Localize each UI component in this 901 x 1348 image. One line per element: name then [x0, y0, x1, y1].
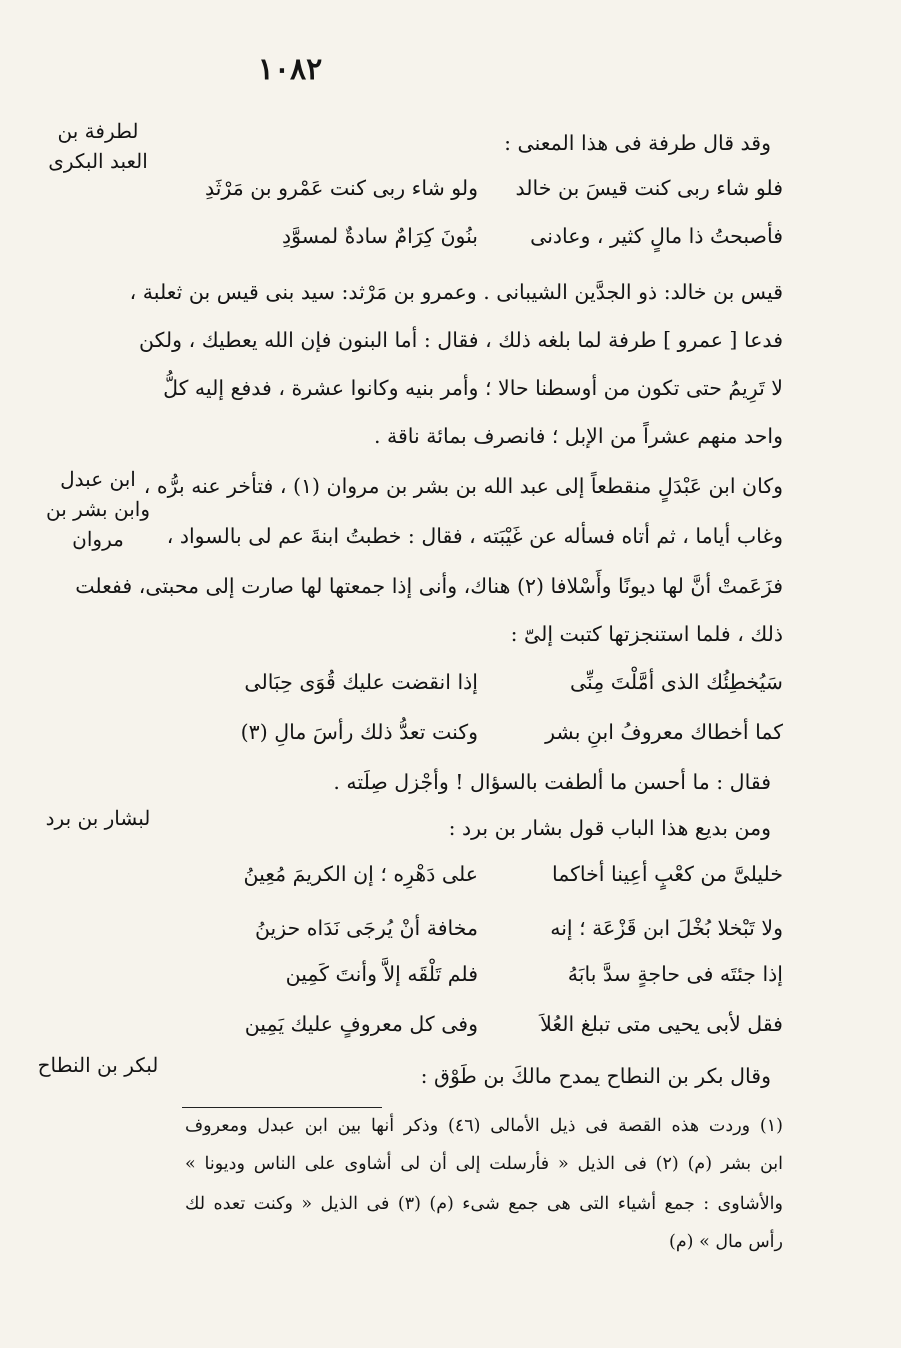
verse-line: [188, 718, 783, 746]
text-line: ذلك ، فلما استنجزتها كتبت إلىّ :: [510, 622, 783, 646]
margin-note-line: لبكر بن النطاح: [37, 1053, 159, 1077]
verse-first-hemistich: سَيُخطِئُك الذى أمَّلْتَ مِنِّى: [569, 670, 783, 694]
text-line: فزَعَمتْ أنَّ لها ديونًا وأَسْلافا (٢) هناك، وأنى إذا جمعتها لها صارت إلى محبتى، ففعلت: [75, 574, 783, 598]
footnote-line: ابن بشر (م) (٢) فى الذيل « فأرسلت إلى أن لى أشاوى على الناس وديونا »: [185, 1154, 783, 1174]
text-line: وقال بكر بن النطاح يمدح مالكَ بن طَوْق :: [420, 1064, 771, 1088]
verse-line: [188, 960, 783, 988]
text-line: لا تَرِيمُ حتى تكون من أوسطنا حالا ؛ وأمر بنيه وكانوا عشرة ، فدفع إليه كلُّ: [163, 376, 783, 400]
margin-note-line: وابن بشر بن: [46, 497, 150, 521]
verse-first-hemistich: ولا تَبْخلا بُخْلَ ابن قَزْعَة ؛ إنه: [550, 916, 783, 940]
margin-note-tarafa: [23, 116, 173, 176]
verse-second-hemistich: فلم تَلْقَه إلاَّ وأنتَ كَمِين: [285, 962, 478, 986]
verse-second-hemistich: على دَهْرِه ؛ إن الكريمَ مُعِينُ: [243, 862, 478, 886]
text-line: وغاب أياما ، ثم أتاه فسأله عن غَيْبَته ، فقال : خطبتُ ابنةَ عم لى بالسواد ،: [166, 524, 783, 548]
verse-second-hemistich: ولو شاء ربى كنت عَمْرو بن مَرْثَدِ: [204, 176, 478, 200]
margin-note-line: لبشار بن برد: [45, 806, 151, 830]
verse-first-hemistich: فلو شاء ربى كنت قيسَ بن خالد: [515, 176, 783, 200]
verse-line: [188, 222, 783, 250]
text-line: وكان ابن عَبْدَلٍ منقطعاً إلى عبد الله بن بشر بن مروان (١) ، فتأخر عنه برُّه ،: [143, 474, 783, 498]
verse-line: [188, 668, 783, 696]
text-line: فقال : ما أحسن ما ألطفت بالسؤال ! وأجْزل صِلَته .: [333, 770, 771, 794]
verse-second-hemistich: وكنت تعدُّ ذلك رأسَ مالِ (٣): [240, 720, 478, 744]
verse-first-hemistich: خليلىَّ من كعْبٍ أعِينا أخاكما: [552, 862, 783, 886]
text-line: واحد منهم عشراً من الإبل ؛ فانصرف بمائة ناقة .: [373, 424, 783, 448]
verse-first-hemistich: إذا جئتَه فى حاجةٍ سدَّ بابَهُ: [567, 962, 783, 986]
margin-note-bashshar: [23, 803, 173, 833]
verse-first-hemistich: فأصبحتُ ذا مالٍ كثير ، وعادنى: [530, 224, 783, 248]
text-line: ومن بديع هذا الباب قول بشار بن برد :: [448, 816, 771, 840]
verse-line: [188, 914, 783, 942]
verse-second-hemistich: إذا انقضت عليك قُوَى حِبَالى: [244, 670, 478, 694]
page-number: ١٠٨٢: [257, 52, 323, 87]
margin-note-line: العبد البكرى: [48, 149, 148, 173]
footnote-line: والأشاوى : جمع أشياء التى هى جمع شىء (م) (٣) فى الذيل « وكنت تعده لك: [185, 1194, 783, 1214]
verse-line: [188, 174, 783, 202]
text-line: قيس بن خالد: ذو الجدَّين الشيبانى . وعمرو بن مَرْثد: سيد بنى قيس بن ثعلبة ،: [129, 280, 783, 304]
footnote-line: (١) وردت هذه القصة فى ذيل الأمالى (٤٦) وذكر أنها بين ابن عبدل ومعروف: [185, 1116, 783, 1136]
verse-second-hemistich: مخافة أنْ يُرجَى نَدَاه حزينُ: [254, 916, 478, 940]
verse-line: [188, 1010, 783, 1038]
margin-note-line: ابن عبدل: [60, 467, 136, 491]
footnote-line: رأس مال » (م): [669, 1232, 783, 1252]
margin-note-bakr: [23, 1050, 173, 1080]
margin-note-line: مروان: [72, 527, 124, 551]
verse-line: [188, 860, 783, 888]
verse-second-hemistich: وفى كل معروفٍ عليك يَمِين: [244, 1012, 478, 1036]
margin-note-line: لطرفة بن: [57, 119, 139, 143]
text-line: فدعا [ عمرو ] طرفة لما بلغه ذلك ، فقال : أما البنون فإن الله يعطيك ، ولكن: [139, 328, 783, 352]
verse-first-hemistich: فقل لأبى يحيى متى تبلغ العُلاَ: [540, 1012, 783, 1036]
footnote-divider: [182, 1107, 382, 1108]
text-line: وقد قال طرفة فى هذا المعنى :: [504, 131, 771, 155]
verse-first-hemistich: كما أخطاك معروفُ ابنِ بشر: [545, 720, 783, 744]
verse-second-hemistich: بنُونَ كِرَامٌ سادةٌ لمسوَّدِ: [282, 224, 478, 248]
